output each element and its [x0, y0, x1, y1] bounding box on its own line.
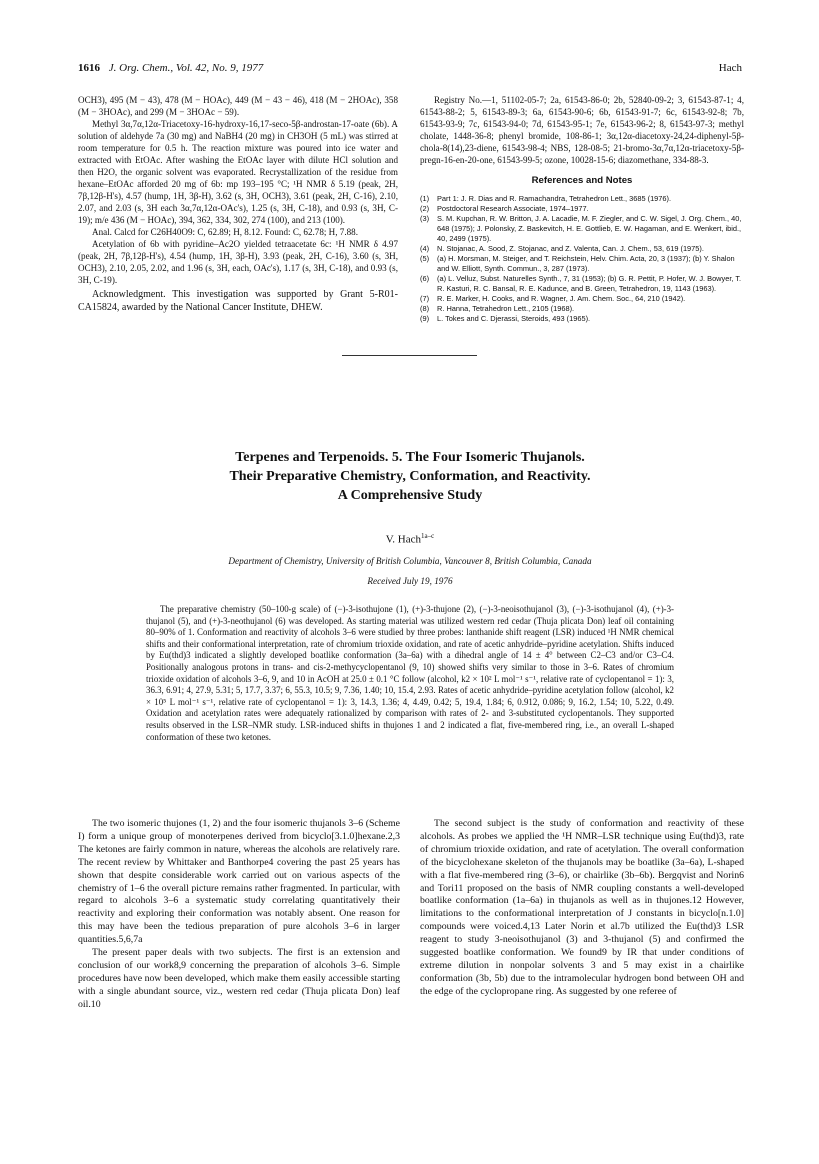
title-line: A Comprehensive Study — [337, 488, 483, 503]
title-line: Terpenes and Terpenoids. 5. The Four Isomeric Thujanols. — [235, 450, 585, 465]
left-column-top — [78, 94, 398, 314]
reference-item: (6) (a) L. Velluz, Subst. Naturelles Synth., 7, 31 (1953); (b) G. R. Pettit, P. Hofer, W. J. Bowyer, T. R. Kasturi, R. C. Bansal, R. E. Kadunce, and B. Green, Tetrahedron, 19, 1143 (1963). — [420, 274, 742, 293]
paragraph: Methyl 3α,7α,12α-Triacetoxy-16-hydroxy-16,17-seco-5β-androstan-17-oate (6b). A solution of aldehyde 7a (30 mg) and NaBH4 (20 mg) in CH3OH (5 mL) was stirred at room temperature for 0.5 h. The reaction mixture was poured into ice water and extracted with EtOAc. After washing the EtOAc layer with dilute HCl solution and then H2O, the organic solvent was evaporated. Recrystallization of the residue from hexane–EtOAc afforded 20 mg of 6b: mp 193–195 °C; ¹H NMR δ 5.19 (peak, 2H, 7β,12β-H's), 4.57 (hump, 1H, 3β-H), 3.62 (s, 3H, OCH3), 3.61 (peak, 2H, C-16), 2.10, 2.07, and 2.03 (s, 3H each 3α,7α,12α-OAc's), 1.25 (s, 3H, C-18), and 0.93 (s, 3H, C-19); m/e 436 (M − HOAc), 394, 362, 334, 302, 274 (100), and 213 (100). — [78, 119, 398, 225]
author-footnote-marker: 1a–c — [421, 532, 435, 540]
author-line — [120, 532, 700, 546]
journal-citation: J. Org. Chem., Vol. 42, No. 9, 1977 — [108, 62, 264, 74]
body-right-column — [420, 818, 744, 999]
acknowledgment: Acknowledgment. This investigation was supported by Grant 5-R01-CA15824, awarded by the National Cancer Institute, DHEW. — [78, 289, 398, 313]
paragraph: The second subject is the study of conformation and reactivity of these alcohols. As probes we applied the ¹H NMR–LSR technique using Eu(thd)3, rate of chromium trioxide oxidation, and rate of acetylation. The overall conformation of the bicyclohexane skeleton of the thujanols may be boatlike (3a–6a), L-shaped with a flat five-membered ring (3–6), or chairlike (3b–6b). Bergqvist and Norin6 and Tori11 proposed on the basis of NMR coupling constants a well-developed boatlike conformation (1a–6a) in thujanols as well as in thujones.12 However, limitations to the conformational interpretation of J constants in bicyclo[n.1.0] compounds were voiced.4,13 Later Norin et al.7b utilized the Eu(thd)3 LSR reagent to study 3-neoisothujanol (3) and 3-thujanol (5) and confirmed the suggested boatlike conformation. We found9 by IR that under conditions of extreme dilution in nonpolar solvents 3 and 5 may exist in a chairlike conformation (3b, 5b) due to the intramolecular hydrogen bond between OH and the edge of the cyclopropane ring. As suggested by one referee of — [420, 818, 744, 997]
affiliation: Department of Chemistry, University of British Columbia, Vancouver 8, British Columbia, Canada — [228, 556, 592, 566]
paragraph: Acetylation of 6b with pyridine–Ac2O yielded tetraacetate 6c: ¹H NMR δ 4.97 (peak, 2H, 7β,12β-H's), 4.54 (hump, 1H, 3β-H), 3.93 (peak, 2H, C-16), 3.60 (s, 3H, OCH3), 2.10, 2.05, 2.02, and 1.96 (s, 3H, each, OAc's), 1.17 (s, 3H, C-18), and 0.93 (s, 3H, C-19). — [78, 239, 398, 285]
paragraph: Anal. Calcd for C26H40O9: C, 62.89; H, 8.12. Found: C, 62.78; H, 7.88. — [92, 227, 358, 237]
author-name: V. Hach — [385, 533, 421, 546]
abstract: The preparative chemistry (50–100-g scale) of (−)-3-isothujone (1), (+)-3-thujone (2), (−)-3-neoisothujanol (3), (−)-3-isothujanol (4), (+)-3-thujanol (5), and (+)-3-neothujanol (6) was developed. As starting material was utilized western red cedar (Thuja plicata Don) leaf oil containing 80–90% of 1. Conformation and reactivity of alcohols 3–6 were studied by three probes: lanthanide shift reagent (LSR) induced ¹H NMR chemical shifts and their conformational interpretation, rate of chromium trioxide oxidation, and rate of acetic anhydride–pyridine acetylation. Shifts induced by Eu(thd)3 indicated a slightly developed boatlike conformation (3a–6a) with a dihedral angle of 14 ± 4° between C2–C3 and/or C3–C4. Positionally analogous protons in trans- and cis-2-methycyclopentanol (9, 10) showed shifts very similar to those in 3–6. Rates of chromium trioxide oxidation of alcohols 3–6, 9, and 10 in AcOH at 25.0 ± 0.1 °C follow (alcohol, k2 × 10² L mol⁻¹ s⁻¹, relative rate of cyclopentanol = 1): 3, 36.3, 6.91; 4, 27.9, 5.31; 5, 17.7, 3.37; 6, 55.3, 10.5; 9, 7.36, 1.40; 10, 15.4, 2.93. Rates of acetic anhydride–pyridine acetylation follow (alcohol, k2 × 10⁵ L mol⁻¹ s⁻¹, relative rate of cyclopentanol = 1): 3, 14.3, 1.36; 4, 4.49, 0.42; 5, 19.4, 1.84; 6, 0.912, 0.086; 9, 16.2, 1.54; 10, 5.22, 0.49. Oxidation and acetylation rates were adequately rationalized by comparison with rates of 2- and 3-substituted cyclopentanols. They supported results observed in the LSR–NMR study. LSR-induced shifts in thujones 1 and 2 indicated a flat, five-membered ring, i.e., an overall L-shaped conformation of these two ketones. — [146, 604, 674, 742]
paragraph: OCH3), 495 (M − 43), 478 (M − HOAc), 449 (M − 43 − 46), 418 (M − 2HOAc), 358 (M − 3HOAc), and 299 (M − 3HOAc − 59). — [78, 95, 398, 117]
paragraph: The two isomeric thujones (1, 2) and the four isomeric thujanols 3–6 (Scheme I) form a unique group of monoterpenes derived from bicyclo[3.1.0]hexane.2,3 The ketones are fairly common in nature, whereas the alcohols are relatively rare. The recent review by Whittaker and Banthorpe4 covering the past 25 years has shown that despite considerable work carried out on various aspects of the chemistry of 1–6 the overall picture remains rather fragmented. In particular, with regard to alcohols 3–6 a systematic study correlating quantitatively their reactivity and exploring their conformation was notably absent. One reason for this may have been the tedious preparation of pure alcohols 3–6 in larger quantities.5,6,7a — [78, 818, 400, 946]
reference-item: (9) L. Tokes and C. Djerassi, Steroids, 493 (1965). — [420, 314, 591, 323]
running-head-left — [78, 62, 263, 74]
registry-numbers: Registry No.—1, 51102-05-7; 2a, 61543-86-0; 2b, 52840-09-2; 3, 61543-87-1; 4, 61543-88-2; 5, 61543-89-3; 6a, 61543-90-6; 6b, 61543-91-7; 6c, 61543-92-8; 7b, 61543-93-9; 7c, 61543-94-0; 7d, 61543-95-1; 7e, 61543-96-2; 8, 61543-97-3; methyl cholate, 1448-36-8; phenyl bromide, 108-86-1; 3α,12α-diacetoxy-24,24-diphenyl-5β-chola-8(14),23-diene, 61543-98-4; NBS, 128-08-5; 21-bromo-3α,7α,12α-triacetoxy-5β-pregn-16-en-20-one, 61543-99-5; ozone, 10028-15-6; diazomethane, 334-88-3. — [420, 95, 744, 165]
page-number: 1616 — [78, 62, 100, 74]
running-head-author: Hach — [718, 62, 742, 74]
running-head — [78, 62, 742, 78]
title-line: Their Preparative Chemistry, Conformation, and Reactivity. — [229, 469, 591, 484]
right-column-top — [420, 94, 744, 324]
article-title — [120, 448, 700, 505]
reference-item: (7) R. E. Marker, H. Cooks, and R. Wagner, J. Am. Chem. Soc., 64, 210 (1942). — [420, 294, 686, 303]
reference-item: (5) (a) H. Morsman, M. Steiger, and T. Reichstein, Helv. Chim. Acta, 20, 3 (1937); (b) Y. Shalon and W. Elliott, Synth. Commun., 3, 287 (1973). — [420, 254, 735, 273]
received-date: Received July 19, 1976 — [367, 576, 453, 586]
reference-item: (8) R. Hanna, Tetrahedron Lett., 2105 (1968). — [420, 304, 575, 313]
reference-item: (1) Part 1: J. R. Dias and R. Ramachandra, Tetrahedron Lett., 3685 (1976). — [420, 194, 672, 203]
paragraph: The present paper deals with two subjects. The first is an extension and conclusion of our work8,9 concerning the preparation of alcohols 3–6. Simple procedures have now been developed, which make them easily accessible starting with a single abundant source, viz., western red cedar (Thuja plicata Don) leaf oil.10 — [78, 947, 400, 1010]
body-left-column — [78, 818, 400, 1012]
reference-item: (2) Postdoctoral Research Associate, 1974–1977. — [420, 204, 589, 213]
reference-item: (4) N. Stojanac, A. Sood, Z. Stojanac, and Z. Valenta, Can. J. Chem., 53, 619 (1975). — [420, 244, 704, 253]
reference-item: (3) S. M. Kupchan, R. W. Britton, J. A. Lacadie, M. F. Ziegler, and C. W. Sigel, J. Org. Chem., 40, 648 (1975); J. Polonsky, Z. Baskevitch, H. E. Gottlieb, E. W. Hagaman, and E. Wenkert, ibid., 40, 2499 (1975). — [420, 214, 742, 243]
references-heading: References and Notes — [531, 175, 633, 186]
section-divider — [342, 355, 477, 356]
reference-list — [420, 194, 744, 324]
